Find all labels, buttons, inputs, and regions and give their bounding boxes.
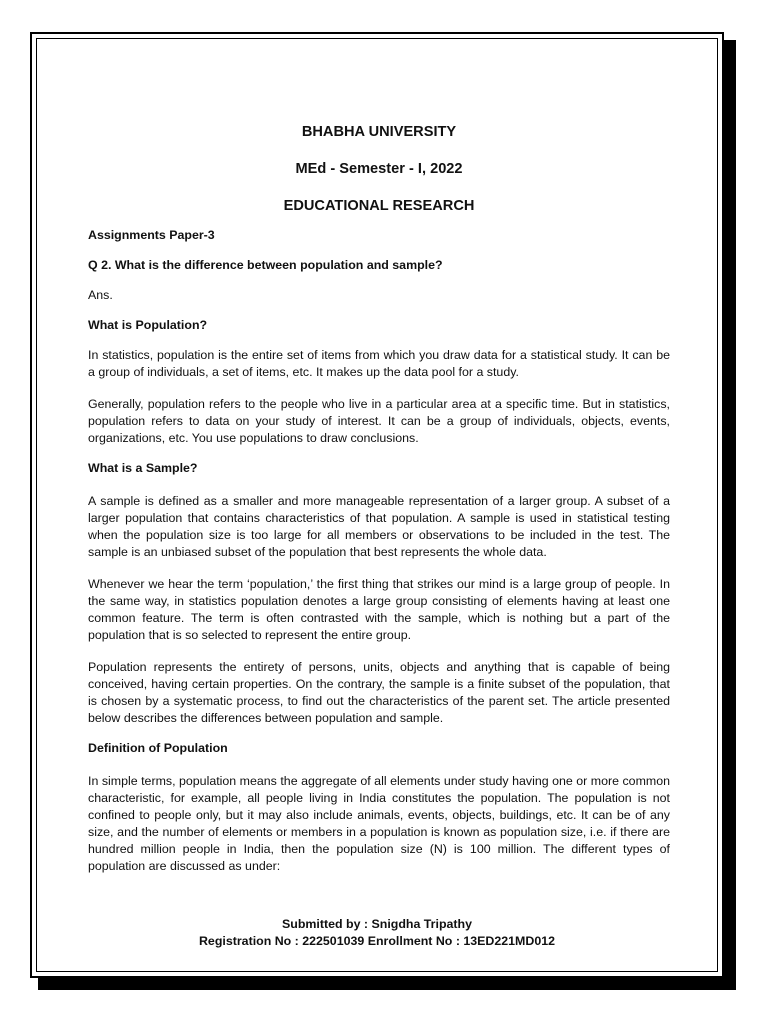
answer-label: Ans. (88, 288, 113, 302)
sample-paragraph-1: A sample is defined as a smaller and more manageable representation of a larger group. A subset of a larger population that contains characteristics of that population. A sample is used in statistical testing when the population size is too large for all members or observations to be included in the test. The sample is an unbiased subset of the population that best represents the whole data. (88, 494, 670, 559)
sample-paragraph-2: Whenever we hear the term ‘population,’ the first thing that strikes our mind is a large group of people. In the same way, in statistics population denotes a large group consisting of elements having at least one common feature. The term is often contrasted with the sample, which is nothing but a part of the population that is so selected to represent the entire group. (88, 577, 670, 642)
sample-heading: What is a Sample? (88, 461, 198, 475)
population-paragraph-2: Generally, population refers to the people who live in a particular area at a specific time. But in statistics, population refers to data on your study of interest. It can be a group of individuals, objects, events, organizations, etc. You use populations to draw conclusions. (88, 397, 670, 445)
sample-paragraph-3: Population represents the entirety of persons, units, objects and anything that is capable of being conceived, having certain properties. On the contrary, the sample is a finite subset of the population, that is chosen by a systematic process, to find out the characteristics of the parent set. The article presented below describes the differences between population and sample. (88, 660, 670, 725)
footer (32, 916, 722, 950)
population-heading: What is Population? (88, 318, 208, 332)
definition-paragraph-1: In simple terms, population means the aggregate of all elements under study having one or more common characteristic, for example, all people living in India constitutes the population. The population is not confined to people only, but it may also include animals, events, objects, buildings, etc. It can be of any size, and the number of elements or members in a population is known as population size, i.e. if there are hundred million people in India, then the population size (N) is 100 million. The different types of population are discussed as under: (88, 774, 670, 873)
university-title: BHABHA UNIVERSITY (301, 124, 457, 140)
semester-title: MEd - Semester - I, 2022 (295, 161, 463, 177)
registration-info: Registration No : 222501039 Enrollment No : 13ED221MD012 (198, 934, 555, 948)
document-page (30, 32, 724, 978)
assignment-label: Assignments Paper-3 (88, 228, 215, 242)
population-paragraph-1: In statistics, population is the entire set of items from which you draw data for a statistical study. It can be a group of individuals, a set of items, etc. It makes up the data pool for a study. (88, 348, 670, 379)
subject-title: EDUCATIONAL RESEARCH (283, 198, 475, 214)
question-text: Q 2. What is the difference between population and sample? (88, 258, 443, 272)
definition-heading: Definition of Population (88, 741, 228, 755)
document-content (88, 124, 670, 890)
submitted-by: Submitted by : Snigdha Tripathy (282, 917, 472, 931)
